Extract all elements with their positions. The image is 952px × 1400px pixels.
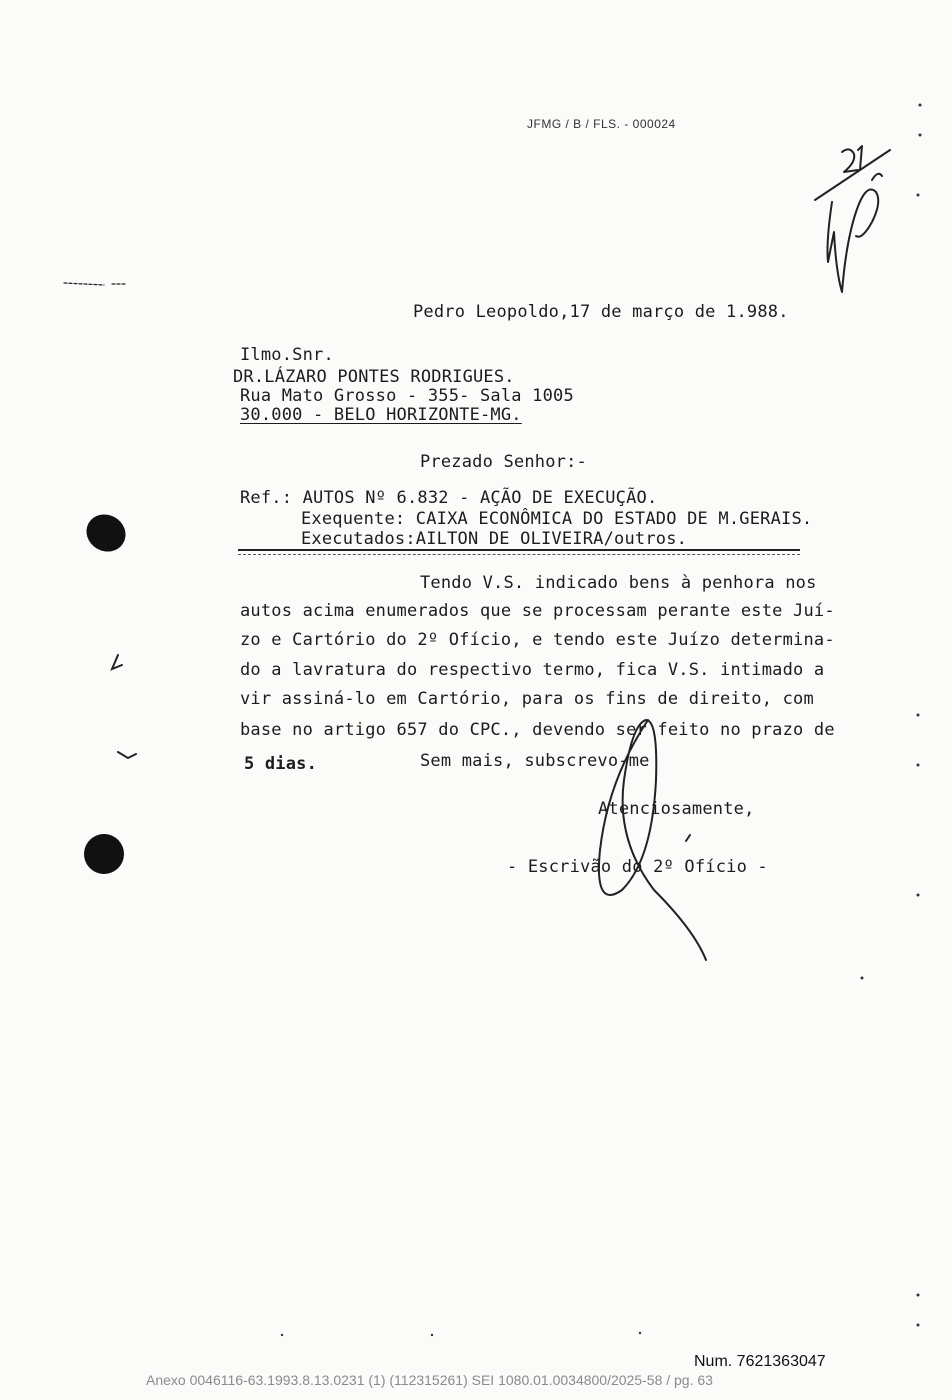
recipient-city: 30.000 - BELO HORIZONTE-MG. <box>240 405 522 425</box>
recipient-street: Rua Mato Grosso - 355- Sala 1005 <box>240 386 574 406</box>
source-reference: Anexo 0046116-63.1993.8.13.0231 (1) (112315261) SEI 1080.01.0034800/2025-58 / pg. 63 <box>146 1372 713 1388</box>
signatory: - Escrivão do 2º Ofício - <box>507 857 768 877</box>
handwritten-folio-number <box>842 146 862 172</box>
body-line: autos acima enumerados que se processam perante este Juí- <box>240 601 835 621</box>
signature <box>599 720 706 960</box>
body-line: zo e Cartório do 2º Ofício, e tendo este Juízo determina- <box>240 630 835 650</box>
executados-line: Executados:AILTON DE OLIVEIRA/outros. <box>301 529 688 549</box>
closing-phrase: Sem mais, subscrevo-me <box>420 751 650 771</box>
signature <box>686 835 690 841</box>
recipient-name: DR.LÁZARO PONTES RODRIGUES. <box>233 367 515 387</box>
body-line: do a lavratura do respectivo termo, fica V.S. intimado a <box>240 660 825 680</box>
folio-stamp: JFMG / B / FLS. - 000024 <box>527 117 676 131</box>
deadline: 5 dias. <box>244 754 318 774</box>
greeting: Prezado Senhor:- <box>420 452 587 472</box>
salutation: Ilmo.Snr. <box>240 345 334 365</box>
handwritten-initial-slash <box>815 150 890 200</box>
body-line: vir assiná-lo em Cartório, para os fins de direito, com <box>240 689 814 709</box>
exequente-line: Exequente: CAIXA ECONÔMICA DO ESTADO DE M.GERAIS. <box>301 509 813 529</box>
handwritten-initials <box>828 174 883 292</box>
body-line: base no artigo 657 do CPC., devendo ser feito no prazo de <box>240 720 835 740</box>
reference-line: Ref.: AUTOS Nº 6.832 - AÇÃO DE EXECUÇÃO. <box>240 488 658 508</box>
valediction: Atenciosamente, <box>598 799 755 819</box>
document-number: Num. 7621363047 <box>694 1353 826 1370</box>
body-line: Tendo V.S. indicado bens à penhora nos <box>420 573 817 593</box>
date-line: Pedro Leopoldo,17 de março de 1.988. <box>413 302 789 322</box>
